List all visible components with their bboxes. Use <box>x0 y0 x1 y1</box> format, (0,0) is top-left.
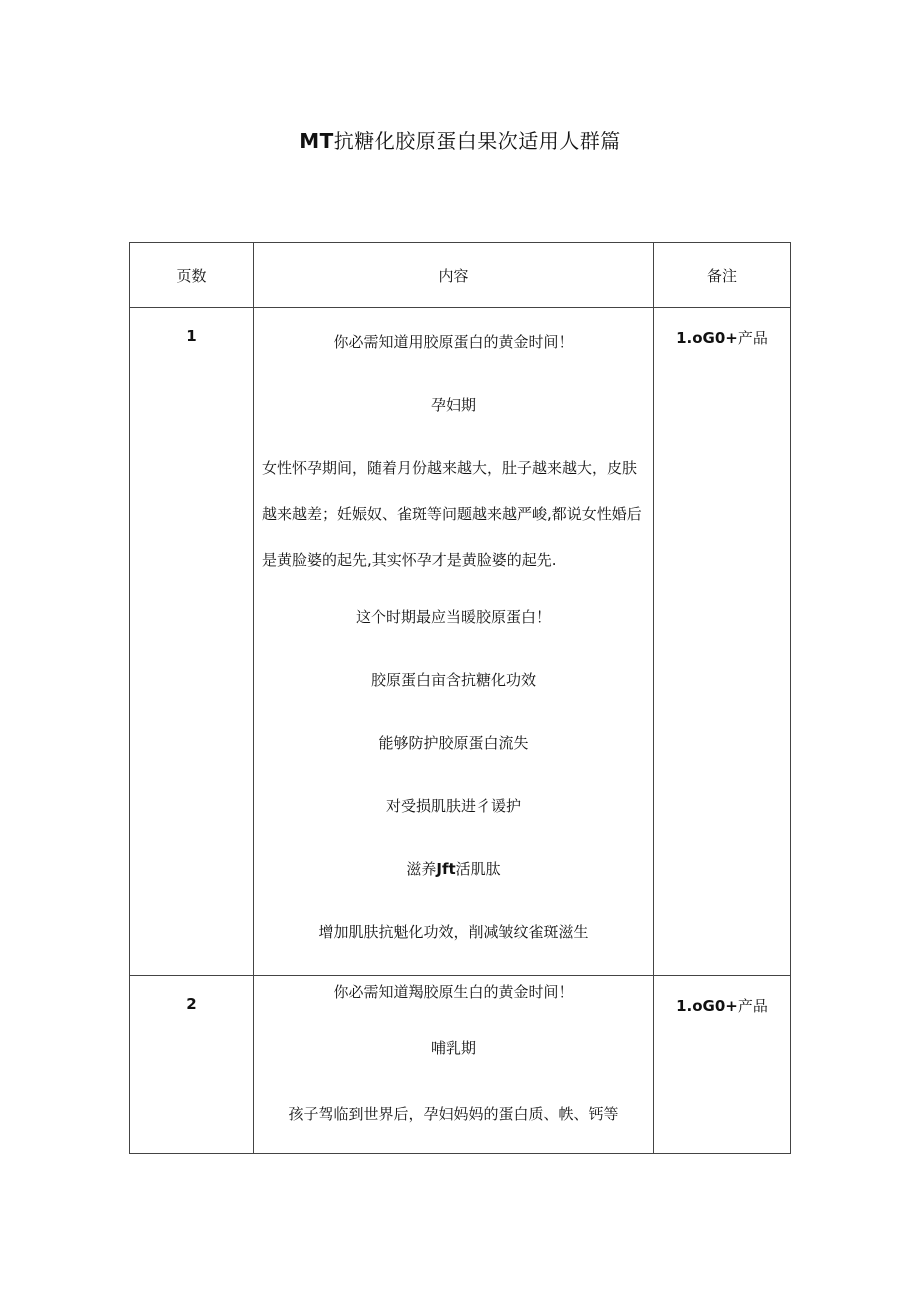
content-line: 能够防护胶原蛋白流失 <box>378 734 529 752</box>
content-line <box>258 859 649 879</box>
content-cell <box>254 976 654 1154</box>
note-rest: 产品 <box>737 329 768 347</box>
header-content: 内容 <box>254 243 654 308</box>
note-bold: 1.oG0+ <box>676 997 738 1015</box>
content-line: 你必需知道用胶原蛋白的黄金时间！ <box>333 333 574 351</box>
document-title <box>0 125 920 154</box>
table-row <box>130 976 791 1154</box>
note-rest: 产品 <box>737 997 768 1015</box>
content-line: 孩子驾临到世界后，孕妇妈妈的蛋白质、帙、钙等 <box>288 1105 619 1123</box>
header-note: 备注 <box>654 243 791 308</box>
note-cell <box>654 308 791 976</box>
page-number: 2 <box>130 976 254 1154</box>
title-bold: MT <box>299 129 334 153</box>
note-cell <box>654 976 791 1154</box>
content-table <box>129 242 791 1154</box>
content-paragraph: 女性怀孕期间，随着月份越来越大，肚子越来越大，皮肤越来越差；妊娠奴、雀斑等问题越来越严峻,都说女性婚后是黄脸婆的起先,其实怀孕才是黄脸婆的起先. <box>262 459 642 569</box>
content-cell <box>254 308 654 976</box>
table-row <box>130 308 791 976</box>
table-header-row <box>130 243 791 308</box>
line7-post: 活肌肽 <box>455 860 501 878</box>
note-bold: 1.oG0+ <box>676 329 738 347</box>
content-line: 孕妇期 <box>430 396 476 414</box>
line7-bold: Jft <box>436 860 456 878</box>
header-page: 页数 <box>130 243 254 308</box>
content-line: 这个时期最应当暖胶原蛋白！ <box>355 608 551 626</box>
content-line: 哺乳期 <box>430 1039 476 1057</box>
content-line: 胶原蛋白亩含抗糖化功效 <box>370 671 536 689</box>
content-line: 你必需知道羯胶原生白的黄金时间！ <box>333 983 574 1001</box>
content-line: 增加肌肤抗魁化功效，削减皱纹雀斑滋生 <box>318 923 589 941</box>
content-line: 对受损肌肤进彳谖护 <box>385 797 521 815</box>
line7-pre: 滋养 <box>406 860 437 878</box>
page-number: 1 <box>130 308 254 976</box>
title-rest: 抗糖化胶原蛋白果次适用人群篇 <box>333 129 621 153</box>
